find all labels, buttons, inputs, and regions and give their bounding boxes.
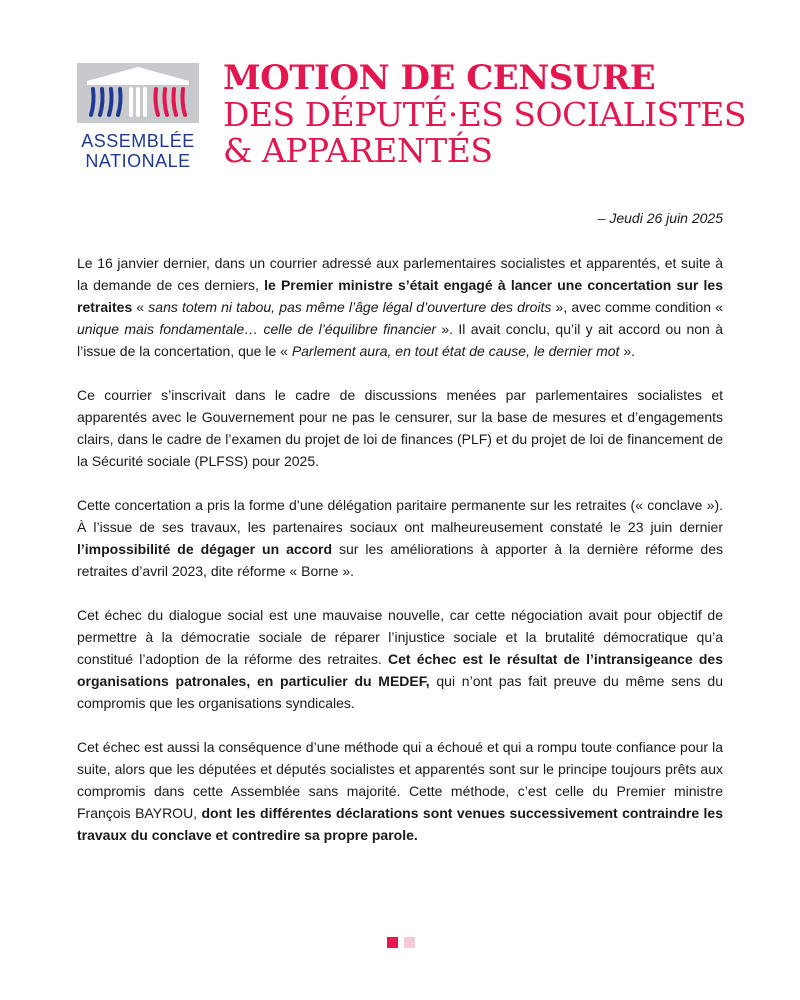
document-date: – Jeudi 26 juin 2025 xyxy=(597,210,723,226)
paragraph-4 xyxy=(77,604,723,714)
paragraph-1 xyxy=(77,252,723,362)
text-span: Cet échec est aussi la conséquence d’une méthode qui a échoué et qui a rompu toute confiance pour la suite, alors que les députées et députés socialistes et apparentés sont sur le principe toujours prêts aux compromis dans cette Assemblée sans majorité. Cette méthode, c’est celle du Premier ministre François BAYROU, xyxy=(77,739,723,821)
text-span: », avec comme condition « xyxy=(551,299,723,315)
page-marker-square-light xyxy=(404,937,415,948)
quote-span: unique mais fondamentale… celle de l’équilibre financier xyxy=(77,321,437,337)
bold-span: le Premier ministre s’était engagé à lancer une concertation sur les retraites xyxy=(77,277,723,315)
paragraph-5 xyxy=(77,736,723,846)
page-marker xyxy=(387,937,415,949)
logo-line-2: NATIONALE xyxy=(85,151,191,171)
quote-span: sans totem ni tabou, pas même l’âge légal d’ouverture des droits xyxy=(148,299,552,315)
bold-span: Cet échec est le résultat de l’intransigeance des organisations patronales, en particulier du MEDEF, xyxy=(77,651,723,689)
text-span: sur les améliorations à apporter à la dernière réforme des retraites d’avril 2023, dite réforme « Borne ». xyxy=(77,541,723,579)
text-span: Cette concertation a pris la forme d’une délégation paritaire permanente sur les retraites (« conclave »). À l’issue de ses travaux, les partenaires sociaux ont malheureusement constaté le 23 juin dernier xyxy=(77,497,723,535)
title-line-1: MOTION DE CENSURE xyxy=(223,58,656,98)
assemblee-nationale-logo xyxy=(77,63,199,171)
document-title xyxy=(223,58,746,170)
text-span: Cet échec du dialogue social est une mauvaise nouvelle, car cette négociation avait pour objectif de permettre à la démocratie sociale de réparer l’injustice sociale et la brutalité démocratique qu’a constitué l’adoption de la réforme des retraites. xyxy=(77,607,723,667)
text-span: Ce courrier s’inscrivait dans le cadre de discussions menées par parlementaires socialistes et apparentés avec le Gouvernement pour ne pas le censurer, sur la base de mesures et d’engagements clairs, dans le cadre de l’examen du projet de loi de finances (PLF) et du projet de loi de financement de la Sécurité sociale (PLFSS) pour 2025. xyxy=(77,387,723,469)
paragraph-3 xyxy=(77,494,723,582)
bold-span: l’impossibilité de dégager un accord xyxy=(77,541,333,557)
title-line-3: & APPARENTÉS xyxy=(223,131,493,170)
quote-span: Parlement aura, en tout état de cause, le dernier mot xyxy=(291,343,620,359)
document-body xyxy=(77,252,723,868)
title-line-2: DES DÉPUTÉ·ES SOCIALISTES xyxy=(223,95,746,134)
logo-line-1: ASSEMBLÉE xyxy=(81,131,195,151)
text-span: ». Il avait conclu, qu’il y ait accord ou non à l’issue de la concertation, que le « xyxy=(77,321,723,359)
document-header xyxy=(77,58,746,183)
paragraph-2 xyxy=(77,384,723,472)
text-span: qui n’ont pas fait preuve du même sens du compromis que les organisations syndicales. xyxy=(77,673,723,711)
logo-wordmark xyxy=(77,131,199,171)
text-span: « xyxy=(132,299,149,315)
text-span: ». xyxy=(619,343,636,359)
page-marker-square-dark xyxy=(387,937,398,948)
bold-span: dont les différentes déclarations sont venues successivement contraindre les travaux du conclave et contredire sa propre parole. xyxy=(77,805,723,843)
text-span: Le 16 janvier dernier, dans un courrier adressé aux parlementaires socialistes et apparentés, et suite à la demande de ces derniers, xyxy=(77,255,723,293)
